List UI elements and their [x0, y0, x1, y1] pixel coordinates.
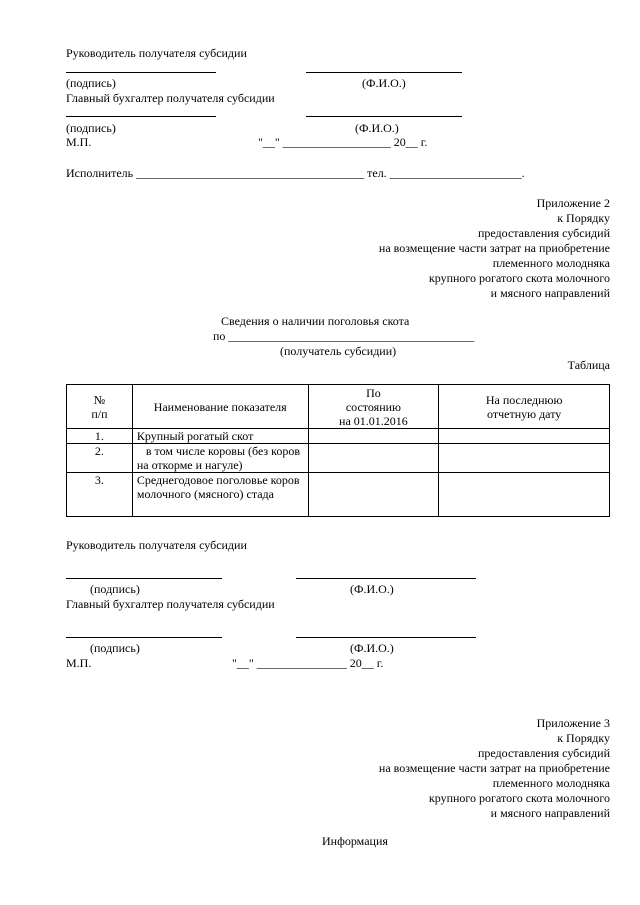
row-name: в том числе коровы (без коров на откорме и нагуле) — [132, 444, 308, 473]
signature-line — [66, 116, 216, 117]
livestock-table — [66, 384, 610, 517]
appendix-line: и мясного направлений — [490, 806, 610, 820]
col-header-last-date: На последнюю отчетную дату — [439, 385, 610, 429]
appendix-line: и мясного направлений — [490, 286, 610, 300]
signature-caption: (подпись) — [90, 641, 140, 655]
recipient-line: по _________________________________________ — [213, 329, 475, 343]
appendix-line: на возмещение части затрат на приобретение — [378, 241, 610, 255]
stamp-label: М.П. — [66, 656, 92, 670]
appendix-3-header — [379, 716, 610, 821]
head-label: Руководитель получателя субсидии — [66, 46, 247, 60]
col-header-start-date: По состоянию на 01.01.2016 — [308, 385, 439, 429]
row-name: Среднегодовое поголовье коров молочного (мясного) стада — [132, 473, 308, 517]
appendix-line: Приложение 2 — [536, 196, 610, 210]
signature-line — [66, 578, 222, 579]
row-value-last — [439, 473, 610, 517]
signature-caption: (подпись) — [66, 76, 116, 90]
fio-line — [296, 578, 476, 579]
appendix-line: предоставления субсидий — [477, 746, 610, 760]
appendix-line: к Порядку — [557, 211, 610, 225]
appendix-line: племенного молодняка — [492, 776, 610, 790]
signature-line — [66, 637, 222, 638]
appendix-line: Приложение 3 — [536, 716, 610, 730]
fio-caption: (Ф.И.О.) — [362, 76, 406, 90]
recipient-caption: (получатель субсидии) — [280, 344, 397, 358]
table-label: Таблица — [567, 358, 610, 372]
table-header-row — [67, 385, 610, 429]
accountant-label: Главный бухгалтер получателя субсидии — [66, 91, 275, 105]
executor-line: Исполнитель ______________________________________ тел. ______________________. — [66, 166, 525, 180]
accountant-label: Главный бухгалтер получателя субсидии — [66, 597, 275, 611]
signature-caption: (подпись) — [90, 582, 140, 596]
stamp-label: М.П. — [66, 135, 92, 149]
fio-line — [306, 116, 462, 117]
row-num: 1. — [67, 429, 133, 444]
row-value-last — [439, 444, 610, 473]
fio-caption: (Ф.И.О.) — [350, 641, 394, 655]
row-num: 2. — [67, 444, 133, 473]
row-value-start — [308, 444, 439, 473]
fio-caption: (Ф.И.О.) — [350, 582, 394, 596]
appendix-line: к Порядку — [557, 731, 610, 745]
head-label: Руководитель получателя субсидии — [66, 538, 247, 552]
row-name: Крупный рогатый скот — [132, 429, 308, 444]
date-line: "__" __________________ 20__ г. — [258, 135, 428, 149]
signature-line — [66, 72, 216, 73]
fio-line — [306, 72, 462, 73]
row-value-start — [308, 473, 439, 517]
appendix-2-header — [379, 196, 610, 301]
table-row — [67, 444, 610, 473]
appendix-3-title: Информация — [322, 834, 388, 848]
row-value-start — [308, 429, 439, 444]
appendix-line: крупного рогатого скота молочного — [428, 271, 610, 285]
row-num: 3. — [67, 473, 133, 517]
table-row — [67, 473, 610, 517]
info-title: Сведения о наличии поголовья скота — [221, 314, 410, 328]
appendix-line: предоставления субсидий — [477, 226, 610, 240]
fio-caption: (Ф.И.О.) — [355, 121, 399, 135]
signature-caption: (подпись) — [66, 121, 116, 135]
date-line: "__" _______________ 20__ г. — [232, 656, 384, 670]
col-header-name: Наименование показателя — [132, 385, 308, 429]
row-value-last — [439, 429, 610, 444]
appendix-line: племенного молодняка — [492, 256, 610, 270]
col-header-num: № п/п — [67, 385, 133, 429]
appendix-line: на возмещение части затрат на приобретение — [378, 761, 610, 775]
appendix-line: крупного рогатого скота молочного — [428, 791, 610, 805]
fio-line — [296, 637, 476, 638]
table-row — [67, 429, 610, 444]
